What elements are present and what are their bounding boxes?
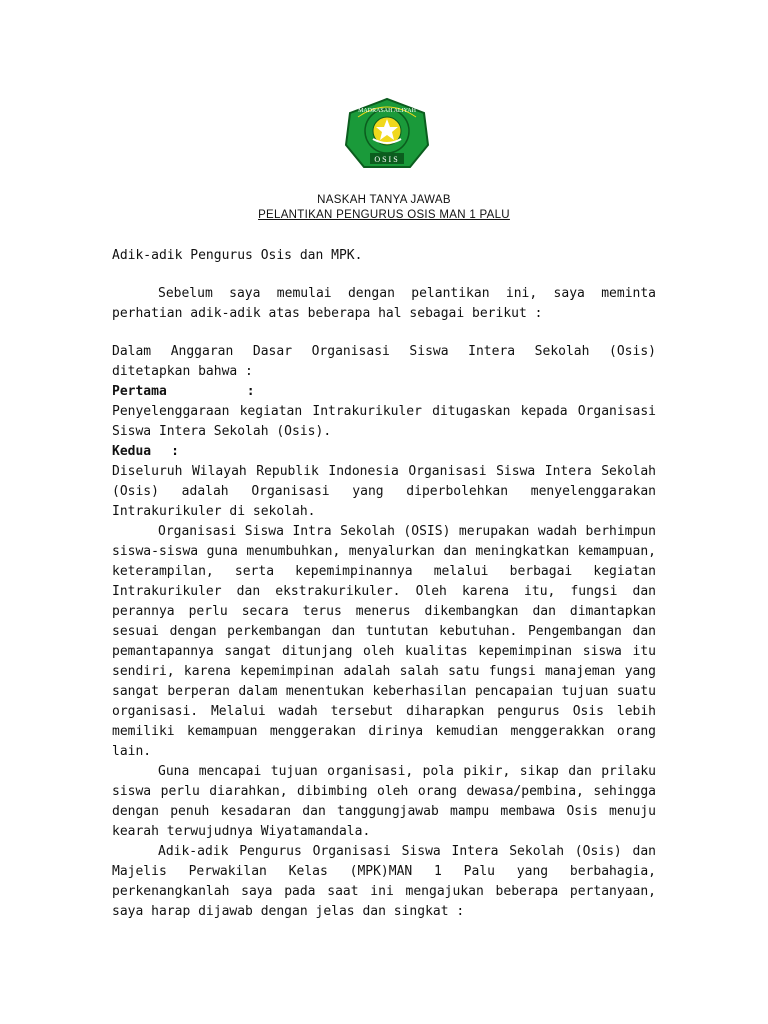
- first-paragraph: Penyelenggaraan kegiatan Intrakurikuler ditugaskan kepada Organisasi Siswa Intera Sekolah (Osis).: [112, 404, 656, 439]
- second-label-text: Kedua: [112, 444, 152, 459]
- salutation: Adik-adik Pengurus Osis dan MPK.: [112, 248, 363, 263]
- document-title: NASKAH TANYA JAWAB: [317, 194, 451, 206]
- intro-paragraph: Sebelum saya memulai dengan pelantikan ini, saya meminta perhatian adik-adik atas beberapa hal sebagai berikut :: [112, 286, 656, 321]
- document-body: [112, 246, 656, 922]
- goal-paragraph: Guna mencapai tujuan organisasi, pola pikir, sikap dan prilaku siswa perlu diarahkan, dibimbing oleh orang dewasa/pembina, sehingga dengan penuh kesadaran dan tanggungjawab mampu membawa Osis menuju kearah terwujudnya Wiyatamandala.: [112, 764, 656, 839]
- first-label-text: Pertama: [112, 384, 167, 399]
- document-subtitle: PELANTIKAN PENGURUS OSIS MAN 1 PALU: [258, 209, 510, 221]
- logo-top-text: MADRASAH ALIYAH: [358, 108, 416, 114]
- question-intro-paragraph: Adik-adik Pengurus Organisasi Siswa Intera Sekolah (Osis) dan Majelis Perwakilan Kelas (MPK)MAN 1 Palu yang berbahagia, perkenangkanlah saya pada saat ini mengajukan beberapa pertanyaan, saya harap dijawab dengan jelas dan singkat :: [112, 844, 656, 919]
- logo-bottom-text: OSIS: [374, 155, 400, 164]
- second-paragraph: Diseluruh Wilayah Republik Indonesia Organisasi Siswa Intera Sekolah (Osis) adalah Organisasi yang diperbolehkan menyelenggarakan Intrakurikuler di sekolah.: [112, 464, 656, 519]
- second-label: Kedua :: [112, 444, 179, 459]
- osis-paragraph: Organisasi Siswa Intra Sekolah (OSIS) merupakan wadah berhimpun siswa-siswa guna menumbuhkan, menyalurkan dan meningkatkan kemampuan, keterampilan, serta kepemimpinannya melalui berbagai kegiatan Intrakurikuler dan ekstrakurikuler. Oleh karena itu, fungsi dan perannya perlu secara terus menerus dikembangkan dan dimantapkan sesuai dengan perkembangan dan tuntutan kebutuhan. Pengembangan dan pemantapannya sangat ditunjang oleh kualitas kepemimpinan siswa itu sendiri, karena kepemimpinan adalah salah satu fungsi manajeman yang sangat berperan dalam menentukan keberhasilan pencapaian tujuan suatu organisasi. Melalui wadah tersebut diharapkan pengurus Osis lebih memiliki kemampuan menggerakan dirinya kemudian menggerakkan orang lain.: [112, 524, 656, 759]
- statute-paragraph: Dalam Anggaran Dasar Organisasi Siswa Intera Sekolah (Osis) ditetapkan bahwa :: [112, 344, 656, 379]
- osis-madrasah-aliyah-emblem-icon: [340, 95, 434, 173]
- first-label: Pertama :: [112, 384, 255, 399]
